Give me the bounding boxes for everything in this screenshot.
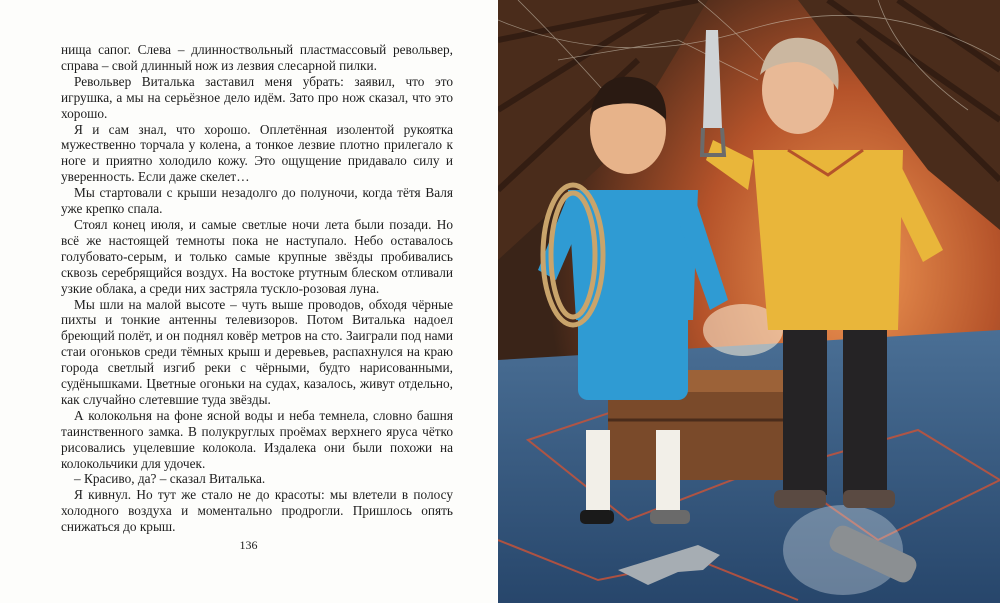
- paragraph: А колокольня на фоне ясной воды и неба темнела, словно башня таинственного замка. В полукруглых проёмах верхнего яруса чётко рисовались уцелевшие колокола. Издалека они были похожи на колокольчики для удочек.: [61, 407, 453, 471]
- paragraph: нища сапог. Слева – длинноствольный пластмассовый револьвер, справа – свой длинный нож из лезвия слесарной пилки.: [61, 42, 453, 73]
- paragraph: Мы шли на малой высоте – чуть выше проводов, обходя чёрные пихты и тонкие антенны телевизоров. Потом Виталька надоел бреющий полёт, и он поднял ковёр метров на сто. Заиграли под нами стаи огоньков среди тёмных крыш и деревьев, распахнулся на краю города светлый изгиб реки с чёрными, будто нарисованными, судёнышками. Цветные огоньки на судах, казалось, живут отдельно, как случайно слетевшие туда звёзды.: [61, 296, 453, 407]
- paragraph: – Красиво, да? – сказал Виталька.: [74, 471, 266, 487]
- paragraph: Я кивнул. Но тут же стало не до красоты: мы влетели в полосу холодного воздуха и моментально продрогли. Пришлось опять снижаться до крыш.: [61, 487, 453, 535]
- page-number: 136: [239, 538, 258, 552]
- text-page: [0, 0, 497, 603]
- paragraph: Револьвер Виталька заставил меня убрать: заявил, что это игрушка, а мы на серьёзное дело идём. Зато про нож сказал, что это хорошо.: [61, 73, 453, 121]
- illustration: [498, 0, 1000, 603]
- body-text: [61, 42, 453, 535]
- paragraph: Я и сам знал, что хорошо. Оплетённая изолентой рукоятка мужественно торчала у колена, а тонкое лезвие плотно прилегало к ноге и приятно холодило кожу. Это ощущение придавало силу и уверенность. Если даже скелет…: [61, 121, 453, 185]
- paragraph: Стоял конец июля, и самые светлые ночи лета были позади. Но всё же настоящей темноты пока не наступало. Небо оставалось голубовато-серым, и только самые крупные звёзды пробивались сквозь серебрящийся воздух. На востоке ртутным блеском отливали узкие облака, а среди них застряла тускло-розовая луна.: [61, 216, 453, 296]
- paragraph: Мы стартовали с крыши незадолго до полуночи, когда тётя Валя уже крепко спала.: [61, 185, 453, 217]
